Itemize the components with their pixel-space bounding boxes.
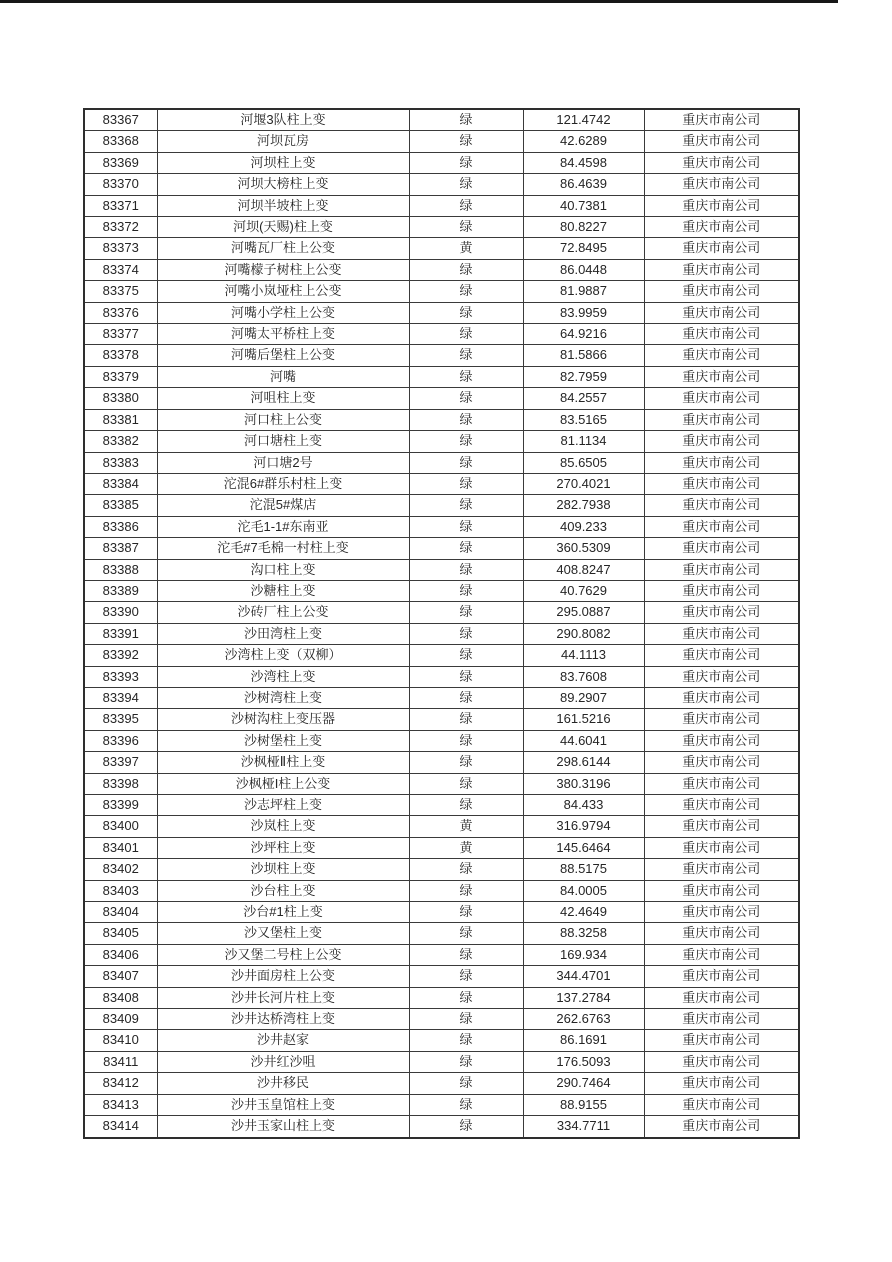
table-row <box>84 281 799 302</box>
cell-value: 89.2907 <box>523 687 644 708</box>
cell-name: 沙湾柱上变（双柳） <box>157 645 409 666</box>
cell-company: 重庆市南公司 <box>644 516 799 537</box>
cell-value: 86.4639 <box>523 174 644 195</box>
cell-status: 绿 <box>409 259 523 280</box>
table-row <box>84 666 799 687</box>
cell-value: 84.2557 <box>523 388 644 409</box>
cell-name: 沙井红沙咀 <box>157 1051 409 1072</box>
cell-name: 沙枫桠I柱上公变 <box>157 773 409 794</box>
cell-id: 83385 <box>84 495 157 516</box>
cell-id: 83414 <box>84 1116 157 1138</box>
cell-value: 270.4021 <box>523 473 644 494</box>
cell-name: 河嘴小岚垭柱上公变 <box>157 281 409 302</box>
cell-status: 绿 <box>409 452 523 473</box>
cell-name: 沙树湾柱上变 <box>157 687 409 708</box>
cell-name: 河嘴太平桥柱上变 <box>157 324 409 345</box>
cell-id: 83386 <box>84 516 157 537</box>
cell-name: 沙又堡二号柱上公变 <box>157 944 409 965</box>
cell-status: 绿 <box>409 495 523 516</box>
cell-id: 83367 <box>84 109 157 131</box>
cell-id: 83412 <box>84 1073 157 1094</box>
cell-company: 重庆市南公司 <box>644 559 799 580</box>
cell-value: 282.7938 <box>523 495 644 516</box>
cell-name: 沙井长河片柱上变 <box>157 987 409 1008</box>
table-row <box>84 559 799 580</box>
cell-id: 83384 <box>84 473 157 494</box>
cell-status: 绿 <box>409 902 523 923</box>
cell-company: 重庆市南公司 <box>644 773 799 794</box>
table-row <box>84 324 799 345</box>
cell-company: 重庆市南公司 <box>644 1116 799 1138</box>
cell-status: 绿 <box>409 944 523 965</box>
cell-status: 黄 <box>409 816 523 837</box>
cell-value: 316.9794 <box>523 816 644 837</box>
cell-value: 44.1113 <box>523 645 644 666</box>
cell-id: 83396 <box>84 730 157 751</box>
cell-id: 83375 <box>84 281 157 302</box>
cell-value: 84.433 <box>523 795 644 816</box>
cell-status: 绿 <box>409 516 523 537</box>
cell-company: 重庆市南公司 <box>644 259 799 280</box>
cell-name: 沙树沟柱上变压器 <box>157 709 409 730</box>
cell-name: 沙井玉皇馆柱上变 <box>157 1094 409 1115</box>
table-row <box>84 687 799 708</box>
cell-status: 绿 <box>409 730 523 751</box>
table-row <box>84 195 799 216</box>
cell-name: 河嘴后堡柱上公变 <box>157 345 409 366</box>
cell-company: 重庆市南公司 <box>644 944 799 965</box>
cell-value: 290.7464 <box>523 1073 644 1094</box>
table-row <box>84 174 799 195</box>
cell-company: 重庆市南公司 <box>644 880 799 901</box>
cell-company: 重庆市南公司 <box>644 752 799 773</box>
cell-company: 重庆市南公司 <box>644 388 799 409</box>
cell-value: 88.3258 <box>523 923 644 944</box>
cell-name: 河嘴 <box>157 366 409 387</box>
cell-value: 408.8247 <box>523 559 644 580</box>
cell-name: 河坝半坡柱上变 <box>157 195 409 216</box>
cell-status: 绿 <box>409 1116 523 1138</box>
cell-name: 沙湾柱上变 <box>157 666 409 687</box>
cell-value: 295.0887 <box>523 602 644 623</box>
cell-id: 83407 <box>84 966 157 987</box>
cell-name: 河嘴小学柱上公变 <box>157 302 409 323</box>
table-row <box>84 1009 799 1030</box>
table-row <box>84 816 799 837</box>
cell-id: 83411 <box>84 1051 157 1072</box>
cell-company: 重庆市南公司 <box>644 902 799 923</box>
cell-name: 沙井面房柱上公变 <box>157 966 409 987</box>
table-row <box>84 302 799 323</box>
cell-company: 重庆市南公司 <box>644 987 799 1008</box>
cell-status: 绿 <box>409 966 523 987</box>
table-row <box>84 538 799 559</box>
cell-company: 重庆市南公司 <box>644 345 799 366</box>
cell-company: 重庆市南公司 <box>644 730 799 751</box>
transformer-list-table <box>83 108 800 1139</box>
table-row <box>84 623 799 644</box>
cell-company: 重庆市南公司 <box>644 795 799 816</box>
cell-id: 83398 <box>84 773 157 794</box>
table-row <box>84 473 799 494</box>
cell-company: 重庆市南公司 <box>644 452 799 473</box>
cell-name: 河咀柱上变 <box>157 388 409 409</box>
cell-status: 绿 <box>409 645 523 666</box>
cell-name: 沙井玉家山柱上变 <box>157 1116 409 1138</box>
cell-id: 83406 <box>84 944 157 965</box>
cell-name: 沟口柱上变 <box>157 559 409 580</box>
table-row <box>84 795 799 816</box>
table-row <box>84 409 799 430</box>
cell-company: 重庆市南公司 <box>644 217 799 238</box>
cell-name: 沙井达桥湾柱上变 <box>157 1009 409 1030</box>
cell-name: 沙砖厂柱上公变 <box>157 602 409 623</box>
cell-name: 河坝大榜柱上变 <box>157 174 409 195</box>
cell-id: 83370 <box>84 174 157 195</box>
cell-value: 83.5165 <box>523 409 644 430</box>
table-row <box>84 966 799 987</box>
cell-name: 河口塘2号 <box>157 452 409 473</box>
table-row <box>84 773 799 794</box>
table-row <box>84 516 799 537</box>
cell-name: 沙井赵家 <box>157 1030 409 1051</box>
cell-value: 86.1691 <box>523 1030 644 1051</box>
cell-company: 重庆市南公司 <box>644 602 799 623</box>
table-row <box>84 859 799 880</box>
cell-id: 83394 <box>84 687 157 708</box>
cell-company: 重庆市南公司 <box>644 1009 799 1030</box>
cell-value: 81.5866 <box>523 345 644 366</box>
cell-status: 绿 <box>409 366 523 387</box>
cell-id: 83383 <box>84 452 157 473</box>
cell-status: 黄 <box>409 238 523 259</box>
cell-name: 沱毛#7毛棉一村柱上变 <box>157 538 409 559</box>
table-row <box>84 259 799 280</box>
cell-name: 沙树堡柱上变 <box>157 730 409 751</box>
table-row <box>84 730 799 751</box>
cell-value: 344.4701 <box>523 966 644 987</box>
cell-status: 绿 <box>409 1009 523 1030</box>
cell-status: 绿 <box>409 752 523 773</box>
cell-company: 重庆市南公司 <box>644 366 799 387</box>
cell-value: 360.5309 <box>523 538 644 559</box>
cell-value: 80.8227 <box>523 217 644 238</box>
cell-id: 83393 <box>84 666 157 687</box>
cell-value: 262.6763 <box>523 1009 644 1030</box>
cell-company: 重庆市南公司 <box>644 666 799 687</box>
cell-status: 绿 <box>409 302 523 323</box>
cell-company: 重庆市南公司 <box>644 174 799 195</box>
cell-company: 重庆市南公司 <box>644 409 799 430</box>
cell-value: 72.8495 <box>523 238 644 259</box>
cell-value: 40.7629 <box>523 580 644 601</box>
table-row <box>84 388 799 409</box>
cell-company: 重庆市南公司 <box>644 623 799 644</box>
cell-id: 83368 <box>84 131 157 152</box>
cell-value: 88.5175 <box>523 859 644 880</box>
cell-company: 重庆市南公司 <box>644 709 799 730</box>
cell-id: 83371 <box>84 195 157 216</box>
cell-status: 绿 <box>409 687 523 708</box>
cell-id: 83374 <box>84 259 157 280</box>
table-row <box>84 366 799 387</box>
cell-status: 绿 <box>409 666 523 687</box>
table-row <box>84 923 799 944</box>
cell-status: 绿 <box>409 345 523 366</box>
cell-status: 绿 <box>409 152 523 173</box>
cell-name: 沱毛1-1#东南亚 <box>157 516 409 537</box>
cell-value: 83.9959 <box>523 302 644 323</box>
cell-company: 重庆市南公司 <box>644 195 799 216</box>
cell-name: 沙岚柱上变 <box>157 816 409 837</box>
cell-status: 绿 <box>409 473 523 494</box>
cell-id: 83410 <box>84 1030 157 1051</box>
cell-name: 沙糖柱上变 <box>157 580 409 601</box>
cell-name: 沙田湾柱上变 <box>157 623 409 644</box>
cell-status: 绿 <box>409 431 523 452</box>
cell-status: 黄 <box>409 837 523 858</box>
cell-status: 绿 <box>409 1030 523 1051</box>
table-row <box>84 709 799 730</box>
cell-name: 沙志坪柱上变 <box>157 795 409 816</box>
table-row <box>84 880 799 901</box>
cell-id: 83379 <box>84 366 157 387</box>
cell-status: 绿 <box>409 174 523 195</box>
cell-company: 重庆市南公司 <box>644 687 799 708</box>
cell-value: 83.7608 <box>523 666 644 687</box>
cell-id: 83397 <box>84 752 157 773</box>
cell-company: 重庆市南公司 <box>644 109 799 131</box>
cell-company: 重庆市南公司 <box>644 816 799 837</box>
cell-status: 绿 <box>409 131 523 152</box>
cell-value: 84.4598 <box>523 152 644 173</box>
table-row <box>84 902 799 923</box>
cell-id: 83404 <box>84 902 157 923</box>
table-row <box>84 1030 799 1051</box>
cell-name: 沱混6#群乐村柱上变 <box>157 473 409 494</box>
table-row <box>84 580 799 601</box>
cell-name: 河坝柱上变 <box>157 152 409 173</box>
table-row <box>84 1116 799 1138</box>
cell-status: 绿 <box>409 859 523 880</box>
table-row <box>84 238 799 259</box>
table-body <box>84 109 799 1138</box>
cell-name: 沙坪柱上变 <box>157 837 409 858</box>
cell-name: 河嘴檬子树柱上公变 <box>157 259 409 280</box>
table-row <box>84 131 799 152</box>
table-row <box>84 1094 799 1115</box>
cell-name: 河嘴瓦厂柱上公变 <box>157 238 409 259</box>
cell-status: 绿 <box>409 623 523 644</box>
cell-company: 重庆市南公司 <box>644 238 799 259</box>
cell-company: 重庆市南公司 <box>644 473 799 494</box>
cell-company: 重庆市南公司 <box>644 1094 799 1115</box>
cell-company: 重庆市南公司 <box>644 1073 799 1094</box>
cell-status: 绿 <box>409 1094 523 1115</box>
table-row <box>84 987 799 1008</box>
cell-id: 83413 <box>84 1094 157 1115</box>
cell-status: 绿 <box>409 538 523 559</box>
cell-name: 沙台#1柱上变 <box>157 902 409 923</box>
cell-status: 绿 <box>409 559 523 580</box>
cell-company: 重庆市南公司 <box>644 859 799 880</box>
cell-status: 绿 <box>409 923 523 944</box>
cell-value: 86.0448 <box>523 259 644 280</box>
cell-name: 沙坝柱上变 <box>157 859 409 880</box>
cell-value: 42.6289 <box>523 131 644 152</box>
cell-id: 83381 <box>84 409 157 430</box>
cell-id: 83377 <box>84 324 157 345</box>
cell-value: 81.9887 <box>523 281 644 302</box>
cell-value: 176.5093 <box>523 1051 644 1072</box>
cell-value: 290.8082 <box>523 623 644 644</box>
cell-id: 83401 <box>84 837 157 858</box>
cell-company: 重庆市南公司 <box>644 580 799 601</box>
cell-company: 重庆市南公司 <box>644 281 799 302</box>
cell-status: 绿 <box>409 987 523 1008</box>
cell-id: 83402 <box>84 859 157 880</box>
cell-id: 83409 <box>84 1009 157 1030</box>
cell-company: 重庆市南公司 <box>644 966 799 987</box>
cell-id: 83391 <box>84 623 157 644</box>
cell-value: 169.934 <box>523 944 644 965</box>
cell-company: 重庆市南公司 <box>644 495 799 516</box>
table-row <box>84 837 799 858</box>
table-row <box>84 452 799 473</box>
cell-value: 161.5216 <box>523 709 644 730</box>
cell-name: 沱混5#煤店 <box>157 495 409 516</box>
cell-id: 83390 <box>84 602 157 623</box>
cell-status: 绿 <box>409 109 523 131</box>
cell-value: 409.233 <box>523 516 644 537</box>
cell-name: 河口柱上公变 <box>157 409 409 430</box>
cell-value: 85.6505 <box>523 452 644 473</box>
cell-company: 重庆市南公司 <box>644 837 799 858</box>
cell-status: 绿 <box>409 195 523 216</box>
cell-value: 42.4649 <box>523 902 644 923</box>
cell-company: 重庆市南公司 <box>644 923 799 944</box>
cell-name: 沙又堡柱上变 <box>157 923 409 944</box>
cell-value: 298.6144 <box>523 752 644 773</box>
cell-company: 重庆市南公司 <box>644 538 799 559</box>
cell-value: 334.7711 <box>523 1116 644 1138</box>
table-row <box>84 1051 799 1072</box>
table-row <box>84 109 799 131</box>
cell-status: 绿 <box>409 880 523 901</box>
cell-value: 137.2784 <box>523 987 644 1008</box>
cell-status: 绿 <box>409 388 523 409</box>
cell-name: 沙井移民 <box>157 1073 409 1094</box>
cell-value: 82.7959 <box>523 366 644 387</box>
cell-id: 83372 <box>84 217 157 238</box>
cell-id: 83405 <box>84 923 157 944</box>
cell-status: 绿 <box>409 324 523 345</box>
cell-name: 沙枫桠Ⅱ柱上变 <box>157 752 409 773</box>
cell-company: 重庆市南公司 <box>644 324 799 345</box>
table-row <box>84 152 799 173</box>
cell-value: 40.7381 <box>523 195 644 216</box>
table-row <box>84 602 799 623</box>
cell-name: 河坝瓦房 <box>157 131 409 152</box>
table-row <box>84 1073 799 1094</box>
table-row <box>84 431 799 452</box>
cell-status: 绿 <box>409 409 523 430</box>
cell-id: 83395 <box>84 709 157 730</box>
cell-status: 绿 <box>409 217 523 238</box>
cell-name: 沙台柱上变 <box>157 880 409 901</box>
table-row <box>84 345 799 366</box>
cell-status: 绿 <box>409 580 523 601</box>
cell-status: 绿 <box>409 602 523 623</box>
cell-id: 83382 <box>84 431 157 452</box>
table-row <box>84 944 799 965</box>
cell-company: 重庆市南公司 <box>644 131 799 152</box>
cell-company: 重庆市南公司 <box>644 431 799 452</box>
cell-id: 83403 <box>84 880 157 901</box>
cell-id: 83408 <box>84 987 157 1008</box>
cell-name: 河口塘柱上变 <box>157 431 409 452</box>
cell-status: 绿 <box>409 1051 523 1072</box>
cell-id: 83400 <box>84 816 157 837</box>
cell-id: 83392 <box>84 645 157 666</box>
table-row <box>84 495 799 516</box>
cell-status: 绿 <box>409 709 523 730</box>
cell-value: 64.9216 <box>523 324 644 345</box>
cell-id: 83388 <box>84 559 157 580</box>
cell-status: 绿 <box>409 795 523 816</box>
cell-id: 83376 <box>84 302 157 323</box>
cell-id: 83399 <box>84 795 157 816</box>
cell-value: 88.9155 <box>523 1094 644 1115</box>
cell-name: 河坝(天赐)柱上变 <box>157 217 409 238</box>
cell-company: 重庆市南公司 <box>644 1051 799 1072</box>
cell-company: 重庆市南公司 <box>644 1030 799 1051</box>
cell-id: 83389 <box>84 580 157 601</box>
cell-value: 145.6464 <box>523 837 644 858</box>
cell-id: 83387 <box>84 538 157 559</box>
window-edge-bar <box>0 0 838 3</box>
cell-name: 河堰3队柱上变 <box>157 109 409 131</box>
cell-status: 绿 <box>409 1073 523 1094</box>
cell-value: 84.0005 <box>523 880 644 901</box>
cell-value: 81.1134 <box>523 431 644 452</box>
cell-value: 121.4742 <box>523 109 644 131</box>
cell-company: 重庆市南公司 <box>644 645 799 666</box>
cell-company: 重庆市南公司 <box>644 302 799 323</box>
cell-value: 380.3196 <box>523 773 644 794</box>
table-row <box>84 645 799 666</box>
table-row <box>84 752 799 773</box>
cell-status: 绿 <box>409 773 523 794</box>
cell-value: 44.6041 <box>523 730 644 751</box>
cell-id: 83373 <box>84 238 157 259</box>
cell-id: 83378 <box>84 345 157 366</box>
cell-company: 重庆市南公司 <box>644 152 799 173</box>
cell-id: 83380 <box>84 388 157 409</box>
cell-status: 绿 <box>409 281 523 302</box>
cell-id: 83369 <box>84 152 157 173</box>
table-row <box>84 217 799 238</box>
